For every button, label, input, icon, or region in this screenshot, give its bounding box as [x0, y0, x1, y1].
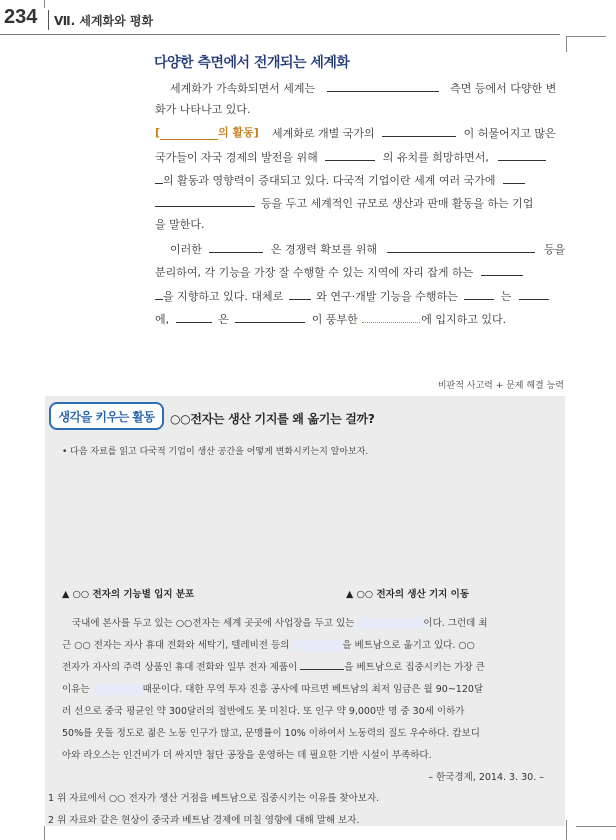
crop-mark [566, 820, 567, 840]
text-line: 화가 나타나고 있다. [155, 103, 251, 116]
highlight-blank[interactable] [292, 640, 342, 651]
article-line: 이유는 때문이다. 대한 무역 투자 진흥 공사에 따르면 베트남의 최저 임금은 월 90~120달 [62, 684, 484, 695]
activity-instruction: • 다음 자료를 읽고 다국적 기업이 생산 공간을 어떻게 변화시키는지 알아보자. [62, 447, 369, 457]
text-line: 세계화가 가속화되면서 세계는 측면 등에서 다양한 변 [170, 82, 557, 95]
crop-mark [576, 826, 616, 827]
fill-blank[interactable] [498, 150, 546, 161]
header-divider [48, 10, 49, 30]
competency-tagline: 비판적 사고력 + 문제 해결 능력 [437, 381, 564, 391]
text-line: 의 활동과 영향력이 증대되고 있다. 다국적 기업이란 세계 여러 국가에 [155, 173, 525, 186]
fill-blank[interactable] [209, 242, 263, 253]
fill-blank[interactable] [155, 196, 255, 207]
text-line: 을 지향하고 있다. 대체로 와 연구·개발 기능을 수행하는 는 [155, 289, 549, 302]
fill-blank[interactable] [155, 173, 163, 184]
fill-blank[interactable] [362, 312, 420, 323]
crop-mark [566, 36, 567, 52]
fill-blank[interactable] [464, 289, 494, 300]
question-2: 2 위 자료와 같은 현상이 중국과 베트남 경제에 미칠 영향에 대해 말해 보자. [48, 815, 360, 826]
text-line: 세계화로 개별 국가의 이 허물어지고 많은 [272, 127, 556, 140]
fill-blank[interactable] [235, 312, 305, 323]
fill-blank[interactable] [387, 242, 535, 253]
activity-badge: 생각을 키우는 활동 [49, 402, 164, 430]
text-line: 국가들이 자국 경제의 발전을 위해 의 유치를 희망하면서, [155, 150, 546, 163]
fill-blank[interactable] [481, 265, 523, 276]
fill-blank[interactable] [503, 173, 525, 184]
article-line: 근 ○○ 전자는 자사 휴대 전화와 세탁기, 텔레비전 등의 을 베트남으로 옮기고 있다. ○○ [62, 640, 475, 651]
fill-blank[interactable] [155, 289, 163, 300]
fill-blank[interactable] [325, 150, 375, 161]
text-line: 이러한 은 경쟁력 확보를 위해 등을 [170, 243, 566, 256]
fill-blank[interactable] [300, 660, 344, 670]
chapter-title: Ⅶ. 세계화와 평화 [54, 14, 154, 28]
text-line: 을 말한다. [155, 218, 205, 231]
fill-blank[interactable] [327, 81, 439, 92]
fill-blank[interactable] [176, 312, 212, 323]
highlight-blank[interactable] [357, 618, 423, 629]
crop-mark [44, 0, 45, 8]
text-line: 에, 은 이 풍부한 에 입지하고 있다. [155, 313, 507, 326]
header-rule [0, 34, 560, 35]
article-source: – 한국경제, 2014. 3. 30. – [428, 772, 544, 783]
fill-blank[interactable] [160, 128, 218, 140]
article-line: 국내에 본사를 두고 있는 ○○전자는 세계 곳곳에 사업장을 두고 있는 이다. 그런데 최 [72, 618, 488, 629]
question-1: 1 위 자료에서 ○○ 전자가 생산 거점을 베트남으로 집중시키는 이유를 찾아보자. [48, 793, 380, 804]
fill-blank[interactable] [519, 289, 549, 300]
text-line: 분리하여, 각 기능을 가장 잘 수행할 수 있는 지역에 자리 잡게 하는 [155, 265, 523, 278]
fill-blank[interactable] [382, 126, 456, 137]
crop-mark [566, 36, 606, 37]
figure-caption-left: ▲ ○○ 전자의 기능별 입지 분포 [62, 589, 195, 600]
concept-box: [ 의 활동] [155, 126, 259, 139]
section-title: 다양한 측면에서 전개되는 세계화 [154, 55, 350, 71]
article-line: 러 선으로 중국 평균인 약 300달러의 절반에도 못 미친다. 또 인구 약 9,000만 명 중 30세 이하가 [62, 706, 465, 717]
article-line: 전자가 자사의 주력 상품인 휴대 전화와 일부 전자 제품이 을 베트남으로 집중시키는 가장 큰 [62, 662, 485, 673]
page-number: 234 [4, 6, 38, 28]
crop-mark [44, 826, 45, 840]
fill-blank[interactable] [289, 289, 311, 300]
text-line: 등을 두고 세계적인 규모로 생산과 판매 활동을 하는 기업 [155, 196, 533, 209]
activity-title: ○○전자는 생산 기지를 왜 옮기는 걸까? [170, 412, 375, 426]
highlight-blank[interactable] [93, 684, 143, 695]
activity-panel [45, 396, 565, 826]
article-line: 아와 라오스는 인건비가 더 싸지만 첨단 공장을 운영하는 데 필요한 기반 시설이 부족하다. [62, 750, 432, 761]
figure-caption-right: ▲ ○○ 전자의 생산 기지 이동 [346, 589, 470, 600]
article-line: 50%를 웃돌 정도로 젊은 노동 인구가 많고, 문맹률이 10% 이하여서 노동력의 질도 우수하다. 캄보디 [62, 728, 480, 739]
